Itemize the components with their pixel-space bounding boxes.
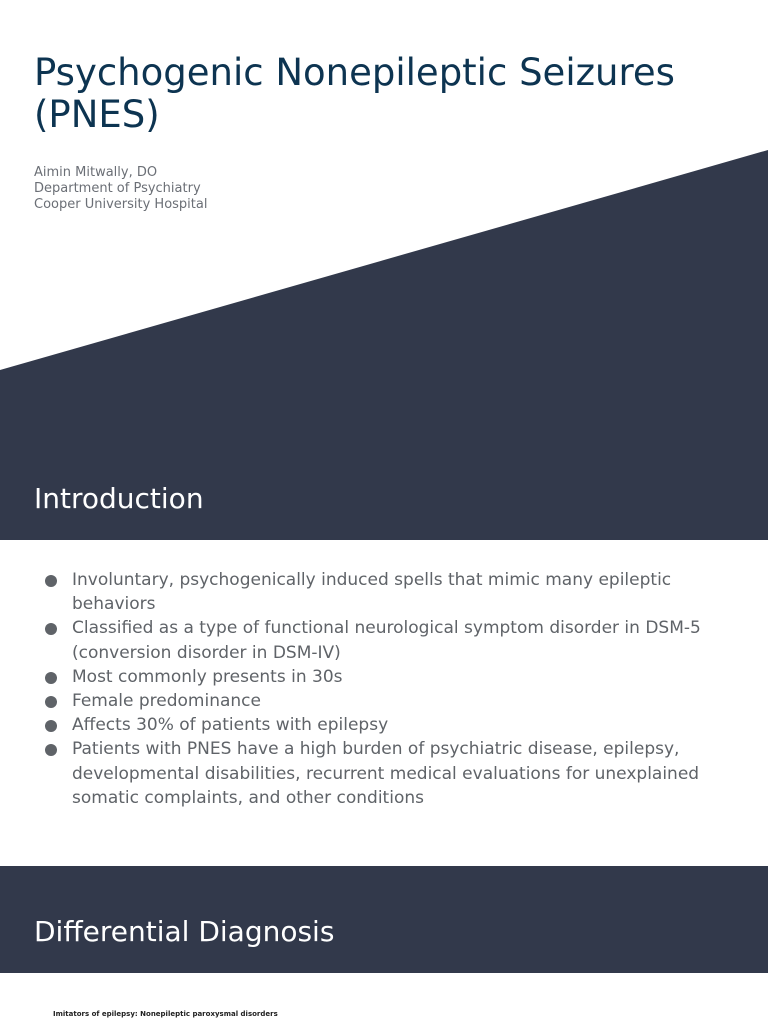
bullet-text: Female predominance [72, 691, 261, 712]
bullet-icon [45, 720, 57, 732]
bullet-icon [45, 623, 57, 635]
author-hospital: Cooper University Hospital [34, 197, 208, 212]
list-item [44, 665, 744, 689]
introduction-heading: Introduction [34, 482, 204, 515]
bullet-text: Involuntary, psychogenically induced spells that mimic many epileptic behaviors [72, 570, 672, 615]
differential-diagnosis-heading: Differential Diagnosis [34, 915, 335, 948]
bullet-icon [45, 575, 57, 587]
list-item [44, 616, 744, 664]
bullet-text: Affects 30% of patients with epilepsy [72, 715, 389, 736]
bullet-text: Patients with PNES have a high burden of psychiatric disease, epilepsy, developmental disabilities, recurrent medical evaluations for unexplained somatic complaints, and other conditions [72, 739, 700, 808]
differential-diagnosis-slide [0, 866, 768, 973]
table-caption: Imitators of epilepsy: Nonepileptic paroxysmal disorders [53, 1010, 278, 1018]
author-department: Department of Psychiatry [34, 181, 201, 196]
presentation-title [34, 52, 754, 136]
bullet-text: Most commonly presents in 30s [72, 666, 343, 687]
list-item [44, 737, 744, 810]
list-item [44, 689, 744, 713]
imitators-table-slide [0, 973, 768, 1024]
bullet-icon [45, 672, 57, 684]
bullet-icon [45, 744, 57, 756]
bullet-icon [45, 696, 57, 708]
author-name: Aimin Mitwally, DO [34, 165, 158, 180]
bullet-text: Classified as a type of functional neurological symptom disorder in DSM-5 (conversion disorder in DSM-IV) [72, 618, 701, 663]
author-info [34, 165, 207, 213]
bullet-list [44, 568, 744, 810]
introduction-content [0, 540, 768, 866]
title-line-2: (PNES) [34, 93, 160, 136]
list-item [44, 713, 744, 737]
list-item [44, 568, 744, 616]
title-line-1: Psychogenic Nonepileptic Seizures [34, 51, 675, 94]
